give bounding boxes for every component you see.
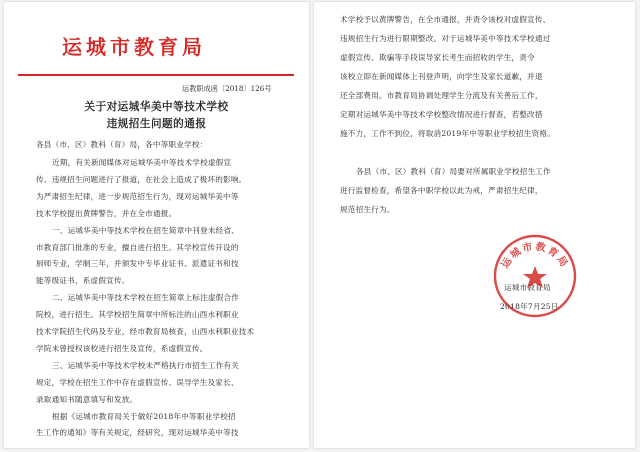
body-line: 还全部费用。市教育局协调处理学生分流及有关善后工作，: [340, 91, 543, 100]
body-line: 根据《运城市教育局关于做好2018年中等职业学校招: [52, 411, 236, 421]
body-line: 一、运城华美中等技术学校在招生简章中刊登未经省、: [52, 225, 240, 235]
official-seal: [492, 233, 578, 319]
body-line: 院校，进行招生。其学校招生简章中所标注的山西水利职业: [36, 310, 239, 320]
body-line: 三、运城华美中等技术学校未严格执行市招生工作有关: [52, 360, 240, 370]
body-line: 录取通知书随意填写和发放。: [36, 394, 138, 404]
body-line: 进行监督检查，希望各中职学校以此为戒，严肃招生纪律，: [340, 186, 543, 195]
body-line: 术学校予以黄牌警告，在全市通报，并责令该校对虚假宣传、: [340, 15, 551, 24]
body-line: 为严肃招生纪律，进一步规范招生行为，现对运城华美中等: [36, 191, 239, 201]
document-page-left: [4, 2, 309, 448]
seal-text: 运城市教育局: [499, 241, 571, 271]
body-line: 厨师专业，学制三年，并颁发中专毕业证书、派遣证书和技: [36, 259, 239, 269]
document-page-right: [314, 2, 635, 448]
body-line: 该校立即在新闻媒体上刊登声明，向学生及家长道歉，并退: [340, 72, 543, 81]
salutation: 各县（市、区）教科（育）局，各中等职业学校：: [36, 140, 208, 149]
body-line: 市教育部门批准的专业，擅自进行招生。其学校宣传开设的: [36, 242, 239, 252]
body-line: 施不力，工作不到位，将取消2019年中等职业学校招生资格。: [340, 129, 555, 138]
document-number: 运教职成函〔2018〕126号: [182, 84, 272, 93]
body-line: 规定，学校在招生工作中存在虚假宣传、误导学生及家长、: [36, 377, 239, 387]
body-line: 近期，有关新闻媒体对运城华美中等技术学校虚假宣: [52, 158, 232, 167]
notice-title-line2: 违规招生问题的通报: [106, 118, 207, 130]
body-line: 虚假宣传、欺骗等手段误导家长考生而招收的学生，责令: [340, 53, 535, 62]
issue-date: 2018年7月25日: [500, 302, 559, 311]
seal-star-icon: [523, 266, 547, 288]
body-line: 定期对运城华美中等技术学校整改情况进行督查，若整改措: [340, 110, 543, 119]
body-line: 能等级证书，系虚假宣传。: [36, 276, 130, 286]
notice-title-line1: 关于对运城华美中等技术学校: [84, 101, 229, 113]
body-line: 技术学校提出黄牌警告，并在全市通报。: [36, 208, 177, 218]
body-line: 二、运城华美中等技术学校在招生简章上标注虚假合作: [52, 293, 240, 303]
body-line: 规范招生行为。: [340, 205, 395, 214]
body-line: 传、违规招生问题进行了报道，在社会上造成了极坏的影响。: [36, 174, 247, 184]
red-divider: [18, 74, 294, 76]
issuer-header: 运城市教育局: [62, 35, 206, 59]
body-line: 技术学院招生代码及专业，经市教育局核查，山西水利职业技术: [36, 327, 255, 336]
signature: 运城市教育局: [504, 283, 551, 292]
body-line: 违规招生行为进行限期整改。对于运城华美中等技术学校通过: [340, 34, 551, 43]
body-line: 学院未曾授权该校进行招生及宣传，系虚假宣传。: [36, 343, 208, 353]
body-line: 生工作的通知》等有关规定，经研究，现对运城华美中等技: [36, 428, 239, 438]
body-line: 各县（市、区）教科（育）局要对所属职业学校招生工作: [356, 167, 551, 176]
